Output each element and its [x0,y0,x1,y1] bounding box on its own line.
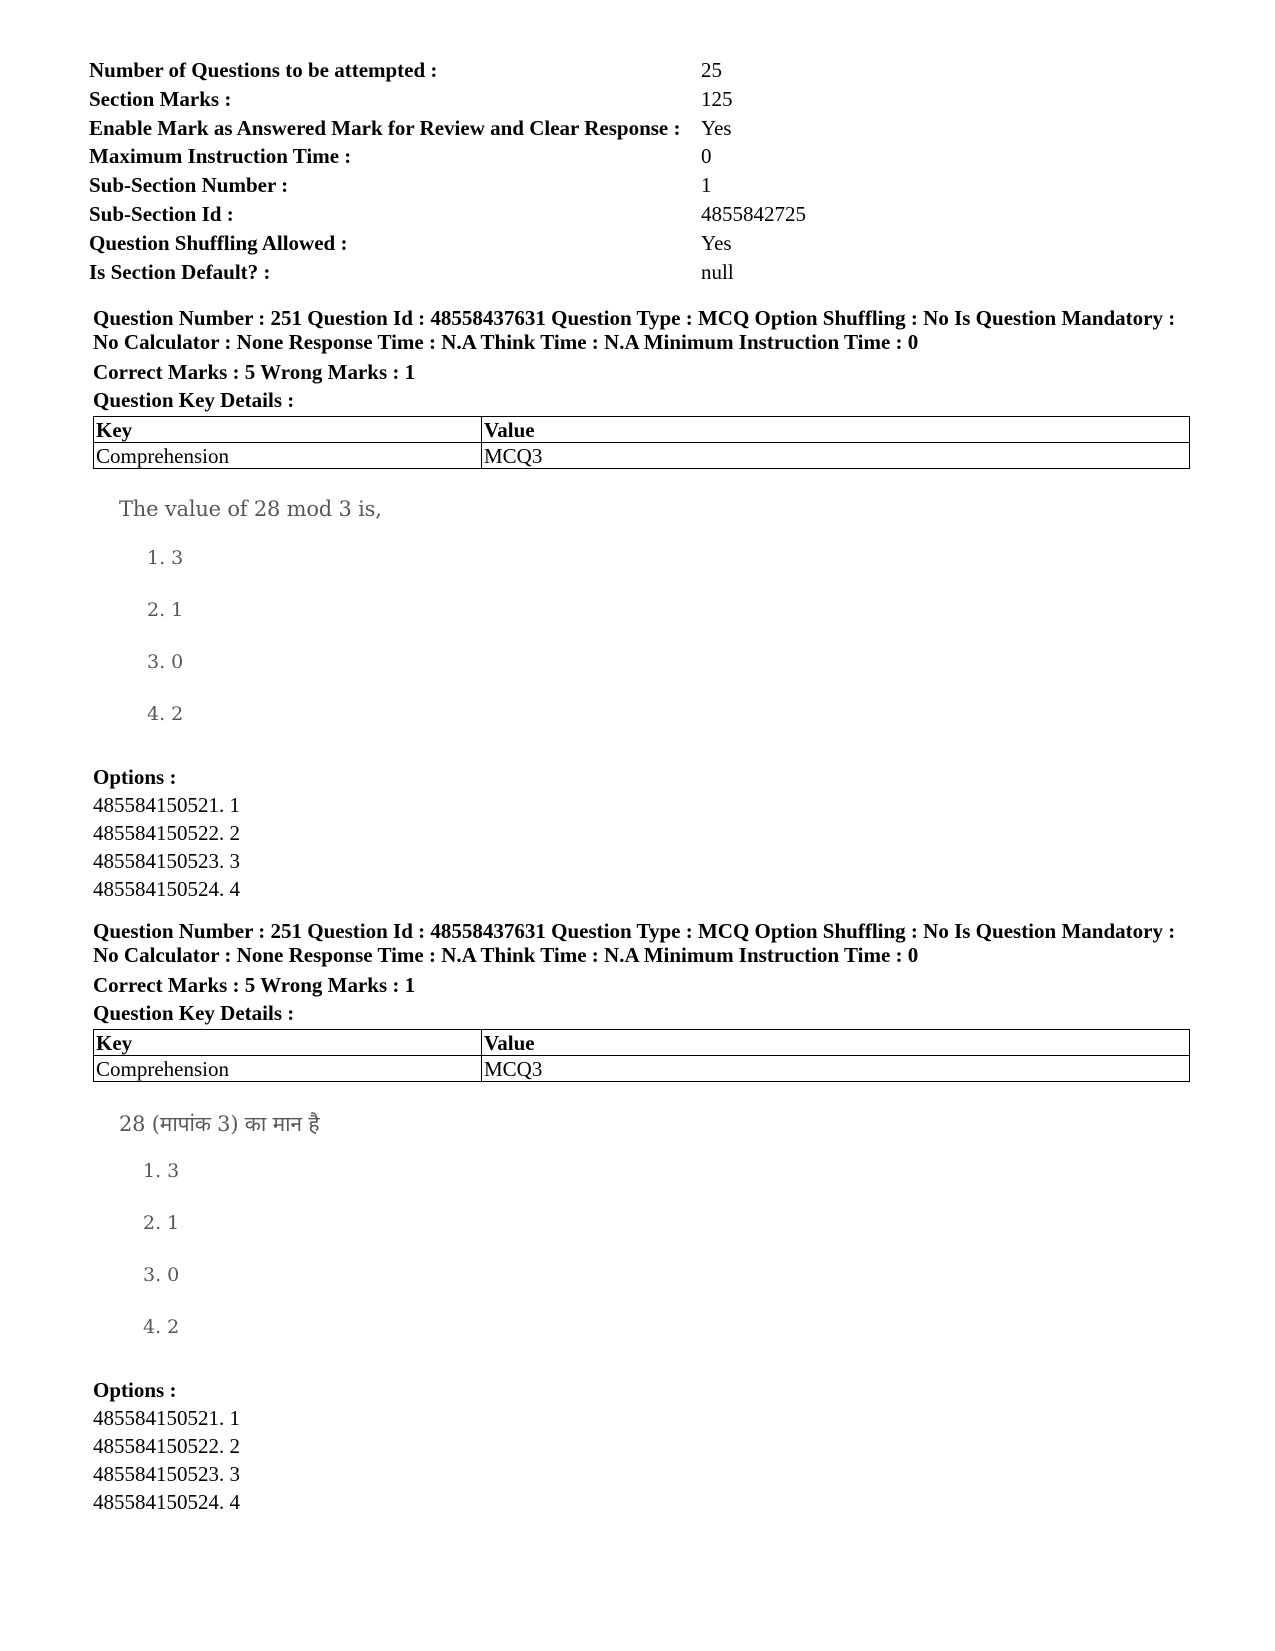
info-key: Section Marks : [89,86,232,111]
info-value: Yes [701,230,732,255]
question-marks: Correct Marks : 5 Wrong Marks : 1 [93,973,416,997]
options-title: Options : [93,1378,177,1402]
info-value: 25 [701,58,722,82]
key-table-header-row [94,1030,1190,1056]
info-row [89,258,849,287]
info-key: Number of Questions to be attempted : [89,58,438,82]
info-key: Sub-Section Number : [89,173,289,198]
section-info [89,56,849,286]
question-choice: 4. 2 [143,1316,180,1338]
option-item: 485584150523. 3 [93,1462,240,1486]
option-item: 485584150521. 1 [93,1406,240,1430]
question-text: The value of 28 mod 3 is, [119,497,382,521]
question-marks: Correct Marks : 5 Wrong Marks : 1 [93,360,416,384]
question-meta-line-2: No Calculator : None Response Time : N.A Think Time : N.A Minimum Instruction Time : 0 [93,330,919,354]
info-key: Question Shuffling Allowed : [89,230,348,255]
question-meta-line-1: Question Number : 251 Question Id : 48558437631 Question Type : MCQ Option Shuffling : No Is Question Mandatory : [93,306,1176,330]
info-value: null [701,259,734,284]
key-table-row [94,443,1190,469]
info-value: 4855842725 [701,201,806,226]
key-table-header-value: Value [482,1030,1190,1056]
question-choice: 3. 0 [147,651,184,673]
info-row [89,56,849,85]
key-table-header-value: Value [482,417,1190,443]
key-table-cell-value: MCQ3 [482,443,1190,469]
question-choice: 3. 0 [143,1264,180,1286]
question-key-table [93,416,1190,469]
key-table-header-row [94,417,1190,443]
key-table-row [94,1056,1190,1082]
question-text: 28 (मापांक 3) का मान है [119,1112,320,1136]
info-value: Yes [701,115,732,140]
question-choice: 1. 3 [147,547,184,569]
key-table-cell-value: MCQ3 [482,1056,1190,1082]
option-item: 485584150524. 4 [93,1490,240,1514]
info-key: Enable Mark as Answered Mark for Review and Clear Response : [89,115,681,140]
question-choice: 1. 3 [143,1160,180,1182]
question-meta [93,919,1193,967]
info-row [89,142,849,171]
info-row [89,114,849,143]
option-item: 485584150522. 2 [93,821,240,845]
key-table-cell-key: Comprehension [94,443,482,469]
key-table-cell-key: Comprehension [94,1056,482,1082]
key-table-header-key: Key [94,1030,482,1056]
question-image [93,1104,1193,1376]
question-block-english [93,306,1193,903]
question-meta [93,306,1193,354]
question-image [93,491,1193,763]
info-value: 1 [701,173,712,198]
question-meta-line-1: Question Number : 251 Question Id : 48558437631 Question Type : MCQ Option Shuffling : No Is Question Mandatory : [93,919,1176,943]
info-key: Maximum Instruction Time : [89,144,352,169]
info-row [89,229,849,258]
info-row [89,200,849,229]
question-choice: 2. 1 [143,1212,180,1234]
options-title: Options : [93,765,177,789]
option-item: 485584150524. 4 [93,877,240,901]
question-key-details-title: Question Key Details : [93,1001,295,1025]
info-row [89,85,849,114]
info-key: Sub-Section Id : [89,201,234,226]
info-value: 125 [701,86,733,111]
info-key: Is Section Default? : [89,259,271,284]
question-choice: 2. 1 [147,599,184,621]
question-key-details-title: Question Key Details : [93,388,295,412]
option-item: 485584150523. 3 [93,849,240,873]
question-choice: 4. 2 [147,703,184,725]
key-table-header-key: Key [94,417,482,443]
option-item: 485584150522. 2 [93,1434,240,1458]
info-value: 0 [701,144,712,169]
question-key-table [93,1029,1190,1082]
option-item: 485584150521. 1 [93,793,240,817]
question-meta-line-2: No Calculator : None Response Time : N.A Think Time : N.A Minimum Instruction Time : 0 [93,943,919,967]
question-block-hindi [93,919,1193,1516]
info-row [89,171,849,200]
